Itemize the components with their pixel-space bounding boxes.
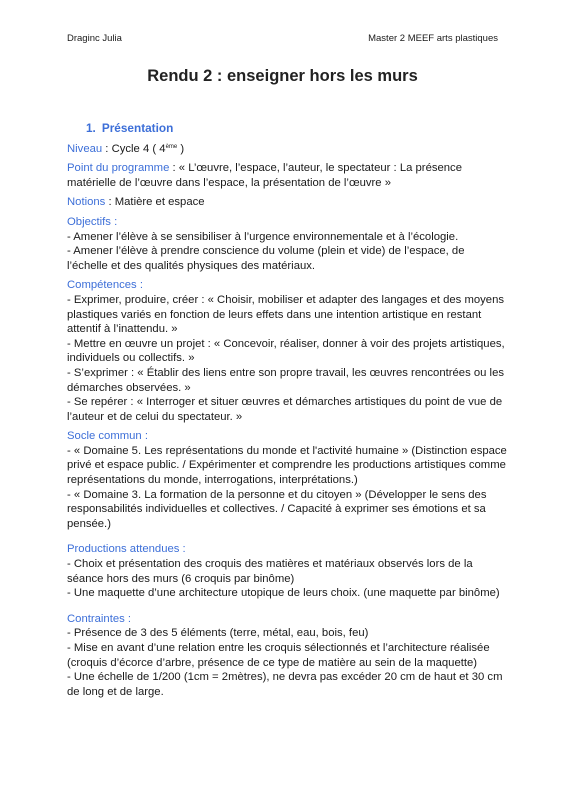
section-title: Présentation — [101, 121, 174, 135]
section-heading — [86, 121, 507, 136]
competences-label: Compétences : — [67, 279, 143, 292]
niveau-sup: ème — [165, 143, 178, 150]
notions-label: Notions — [67, 196, 106, 209]
contraintes-item: - Présence de 3 des 5 éléments (terre, métal, eau, bois, feu) — [67, 627, 369, 640]
objectifs-item: - Amener l’élève à prendre conscience du volume (plein et vide) de l’espace, de l’échelle et des qualités physiques des matériaux. — [67, 245, 465, 272]
programme-paragraph: Point du programme : « L’œuvre, l’espace, l’auteur, le spectateur : La présence matérielle de l’œuvre dans l’espace, la présentation de l’œuvre » — [67, 162, 462, 189]
programme-label: Point du programme — [67, 162, 170, 175]
socle-section — [67, 429, 507, 531]
notions-paragraph: Notions : Matière et espace — [67, 196, 205, 209]
objectifs-section — [67, 215, 507, 273]
contraintes-label: Contraintes : — [67, 612, 132, 625]
notions-value: Matière et espace — [114, 196, 205, 209]
niveau-value: Cycle 4 ( 4 — [111, 142, 166, 155]
header-course: Master 2 MEEF arts plastiques — [368, 33, 498, 44]
competences-section — [67, 278, 507, 424]
objectifs-item: - Amener l’élève à se sensibiliser à l’urgence environnementale et à l’écologie. — [67, 230, 459, 243]
programme-value: « L’œuvre, l’espace, l’auteur, le spectateur : La présence matérielle de l’œuvre dans l’espace, la présentation de l’œuvre » — [67, 162, 462, 189]
contraintes-section — [67, 612, 507, 700]
contraintes-item: - Mise en avant d’une relation entre les croquis sélectionnés et l’architecture réalisée (croquis d’écorce d’arbre, présence de ce type de matière au sein de la maquette) — [67, 642, 490, 669]
competences-item: - Exprimer, produire, créer : « Choisir, mobiliser et adapter des langages et des moyens plastiques variés en fonction de leurs effets dans une intention artistique en restant attentif à l’inattendu. » — [67, 293, 505, 336]
socle-item: - « Domaine 3. La formation de la personne et du citoyen » (Développer le sens des responsabilités individuelles et collectives. / Capacité à exprimer ses émotions et sa pensée.) — [67, 488, 487, 530]
niveau-label: Niveau — [67, 142, 103, 155]
productions-item: - Une maquette d’une architecture utopique de leurs choix. (une maquette par binôme) — [67, 587, 500, 600]
productions-section — [67, 542, 507, 600]
competences-item: - S’exprimer : « Établir des liens entre son propre travail, les œuvres rencontrées ou les démarches observées. » — [67, 366, 504, 394]
competences-item: - Mettre en œuvre un projet : « Concevoir, réaliser, donner à voir des projets artistiques, individuels ou collectifs. » — [67, 337, 505, 365]
header-author: Draginc Julia — [67, 33, 122, 44]
socle-item: - « Domaine 5. Les représentations du monde et l'activité humaine » (Distinction espace privé et espace public. / Expérimenter et comprendre les productions artistiques comme représentations du monde, interrogations, interprétations.) — [67, 444, 507, 487]
socle-label: Socle commun : — [67, 430, 148, 443]
productions-label: Productions attendues : — [67, 543, 186, 556]
objectifs-label: Objectifs : — [67, 215, 118, 228]
niveau-paragraph: Niveau : Cycle 4 ( 4ème ) — [67, 142, 185, 155]
competences-item: - Se repérer : « Interroger et situer œuvres et démarches artistiques du point de vue de l’auteur et de celui du spectateur. » — [67, 396, 503, 423]
contraintes-item: - Une échelle de 1/200 (1cm = 2mètres), ne devra pas excéder 20 cm de haut et 30 cm de long et de large. — [67, 671, 503, 698]
document-body — [67, 121, 507, 704]
productions-item: - Choix et présentation des croquis des matières et matériaux observés lors de la séance hors des murs (6 croquis par binôme) — [67, 558, 473, 585]
niveau-value-end: ) — [177, 142, 185, 155]
document-title: Rendu 2 : enseigner hors les murs — [147, 67, 418, 85]
section-number: 1. — [86, 121, 96, 135]
